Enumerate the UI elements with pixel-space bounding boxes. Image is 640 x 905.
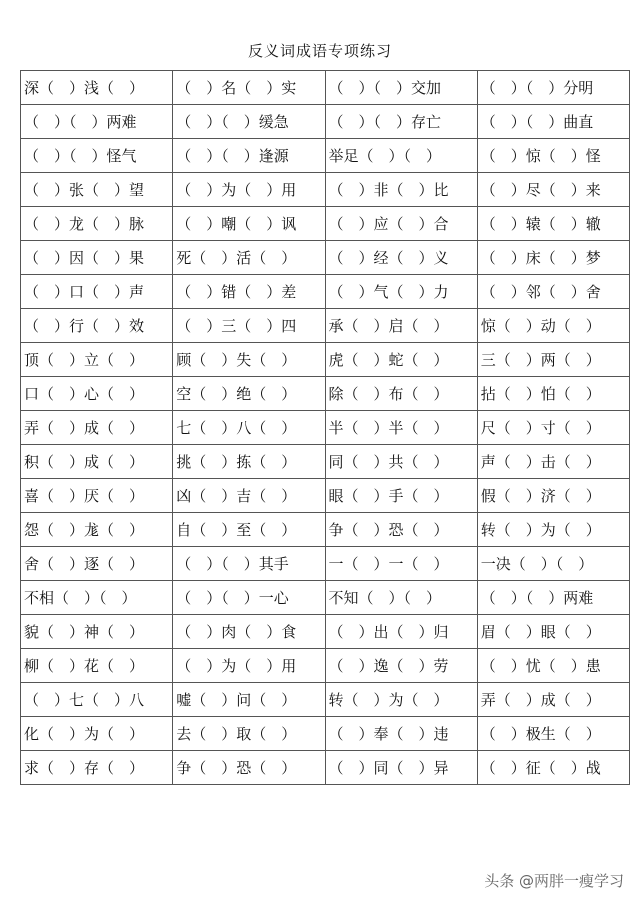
idiom-cell: （ ）出（ ）归 [325,615,477,649]
idiom-cell: 弄（ ）成（ ） [21,411,173,445]
idiom-cell: 貌（ ）神（ ） [21,615,173,649]
worksheet-title: 反义词成语专项练习 [247,42,392,60]
idiom-cell: （ ）三（ ）四 [173,309,325,343]
idiom-cell: （ ）名（ ）实 [173,71,325,105]
idiom-cell: （ ）口（ ）声 [21,275,173,309]
idiom-cell: （ ）辕（ ）辙 [477,207,629,241]
idiom-cell: （ ）（ ）怪气 [21,139,173,173]
idiom-cell: （ ）（ ）两难 [477,581,629,615]
idiom-cell: 转（ ）为（ ） [477,513,629,547]
idiom-cell: 不相（ ）（ ） [21,581,173,615]
idiom-cell: （ ）嘲（ ）讽 [173,207,325,241]
idiom-cell: 惊（ ）动（ ） [477,309,629,343]
idiom-cell: （ ）应（ ）合 [325,207,477,241]
idiom-cell: 死（ ）活（ ） [173,241,325,275]
idiom-cell: （ ）七（ ）八 [21,683,173,717]
table-row [21,683,630,717]
idiom-cell: 眉（ ）眼（ ） [477,615,629,649]
idiom-cell: 自（ ）至（ ） [173,513,325,547]
idiom-cell: 除（ ）布（ ） [325,377,477,411]
idiom-cell: 顾（ ）失（ ） [173,343,325,377]
idiom-cell: （ ）邻（ ）舍 [477,275,629,309]
table-row [21,207,630,241]
idiom-cell: （ ）（ ）其手 [173,547,325,581]
idiom-cell: （ ）（ ）一心 [173,581,325,615]
idiom-cell: （ ）逸（ ）劳 [325,649,477,683]
idiom-cell: 转（ ）为（ ） [325,683,477,717]
idiom-cell: （ ）肉（ ）食 [173,615,325,649]
table-row [21,547,630,581]
idiom-exercise-table [20,70,630,785]
idiom-cell: 顶（ ）立（ ） [21,343,173,377]
idiom-cell: （ ）（ ）逢源 [173,139,325,173]
idiom-cell: 争（ ）恐（ ） [173,751,325,785]
idiom-cell: （ ）同（ ）异 [325,751,477,785]
idiom-cell: （ ）（ ）缓急 [173,105,325,139]
idiom-cell: 举足（ ）（ ） [325,139,477,173]
idiom-cell: 假（ ）济（ ） [477,479,629,513]
idiom-cell: （ ）（ ）存亡 [325,105,477,139]
table-row [21,445,630,479]
idiom-cell: 不知（ ）（ ） [325,581,477,615]
idiom-cell: 凶（ ）吉（ ） [173,479,325,513]
idiom-cell: 空（ ）绝（ ） [173,377,325,411]
table-row [21,343,630,377]
watermark: 头条 @两胖一瘦学习 [484,872,624,890]
idiom-cell: 口（ ）心（ ） [21,377,173,411]
idiom-cell: （ ）极生（ ） [477,717,629,751]
idiom-cell: 虎（ ）蛇（ ） [325,343,477,377]
idiom-cell: （ ）（ ）两难 [21,105,173,139]
idiom-cell: 一（ ）一（ ） [325,547,477,581]
table-row [21,411,630,445]
idiom-cell: 怨（ ）尨（ ） [21,513,173,547]
idiom-cell: （ ）（ ）交加 [325,71,477,105]
idiom-cell: （ ）（ ）曲直 [477,105,629,139]
idiom-cell: （ ）奉（ ）违 [325,717,477,751]
idiom-cell: 三（ ）两（ ） [477,343,629,377]
idiom-cell: （ ）行（ ）效 [21,309,173,343]
table-row [21,513,630,547]
table-row [21,649,630,683]
table-row [21,717,630,751]
idiom-cell: （ ）（ ）分明 [477,71,629,105]
table-row [21,309,630,343]
idiom-cell: （ ）气（ ）力 [325,275,477,309]
idiom-cell: 声（ ）击（ ） [477,445,629,479]
idiom-cell: 一决（ ）（ ） [477,547,629,581]
idiom-cell: （ ）错（ ）差 [173,275,325,309]
idiom-cell: 尺（ ）寸（ ） [477,411,629,445]
idiom-cell: 深（ ）浅（ ） [21,71,173,105]
table-row [21,241,630,275]
idiom-cell: （ ）经（ ）义 [325,241,477,275]
table-row [21,139,630,173]
idiom-cell: （ ）非（ ）比 [325,173,477,207]
idiom-cell: 喜（ ）厌（ ） [21,479,173,513]
table-row [21,751,630,785]
idiom-cell: （ ）床（ ）梦 [477,241,629,275]
idiom-cell: 承（ ）启（ ） [325,309,477,343]
table-row [21,71,630,105]
idiom-cell: 求（ ）存（ ） [21,751,173,785]
idiom-cell: （ ）惊（ ）怪 [477,139,629,173]
idiom-cell: 眼（ ）手（ ） [325,479,477,513]
idiom-cell: 拈（ ）怕（ ） [477,377,629,411]
idiom-cell: 化（ ）为（ ） [21,717,173,751]
idiom-cell: （ ）征（ ）战 [477,751,629,785]
idiom-cell: 嘘（ ）问（ ） [173,683,325,717]
idiom-cell: （ ）忧（ ）患 [477,649,629,683]
idiom-cell: （ ）因（ ）果 [21,241,173,275]
idiom-cell: （ ）尽（ ）来 [477,173,629,207]
idiom-cell: 七（ ）八（ ） [173,411,325,445]
idiom-cell: （ ）龙（ ）脉 [21,207,173,241]
idiom-cell: 柳（ ）花（ ） [21,649,173,683]
idiom-cell: 积（ ）成（ ） [21,445,173,479]
idiom-cell: 同（ ）共（ ） [325,445,477,479]
idiom-cell: （ ）为（ ）用 [173,173,325,207]
table-row [21,173,630,207]
table-row [21,479,630,513]
idiom-cell: （ ）张（ ）望 [21,173,173,207]
idiom-cell: 争（ ）恐（ ） [325,513,477,547]
idiom-cell: 半（ ）半（ ） [325,411,477,445]
idiom-cell: 弄（ ）成（ ） [477,683,629,717]
table-row [21,615,630,649]
table-row [21,377,630,411]
idiom-cell: （ ）为（ ）用 [173,649,325,683]
idiom-cell: 挑（ ）拣（ ） [173,445,325,479]
table-row [21,581,630,615]
table-row [21,275,630,309]
idiom-cell: 舍（ ）逐（ ） [21,547,173,581]
idiom-cell: 去（ ）取（ ） [173,717,325,751]
table-row [21,105,630,139]
